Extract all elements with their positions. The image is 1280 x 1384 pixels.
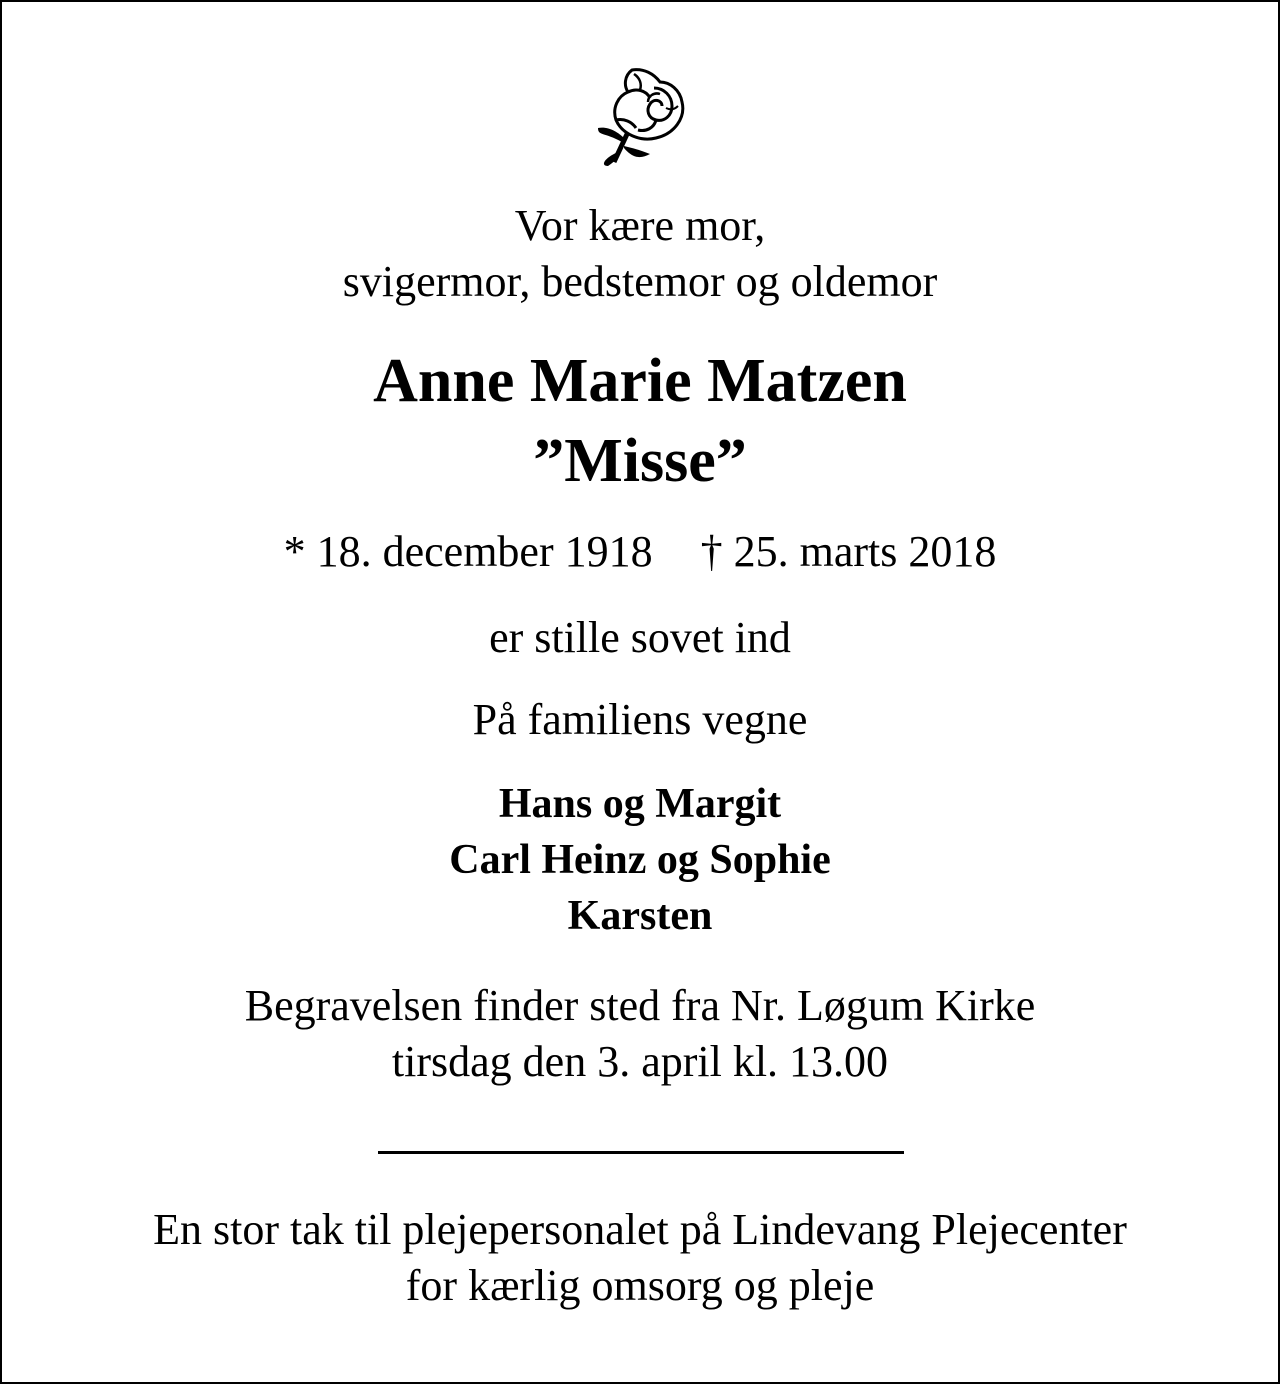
thanks-line-2: for kærlig omsorg og pleje <box>405 1261 875 1310</box>
death-date: † 25. marts 2018 <box>700 527 997 576</box>
thanks-line-1: En stor tak til plejepersonalet på Lindevang Plejecenter <box>153 1205 1127 1254</box>
family-member: Karsten <box>567 893 713 939</box>
birth-date: * 18. december 1918 <box>283 527 653 576</box>
deceased-name: Anne Marie Matzen <box>373 347 907 415</box>
deceased-nickname: ”Misse” <box>533 427 747 495</box>
family-member: Hans og Margit <box>498 781 782 827</box>
divider <box>378 1151 904 1154</box>
rose-icon <box>594 62 688 168</box>
signed-intro: På familiens vegne <box>472 695 808 744</box>
life-dates <box>0 526 1280 577</box>
intro-line-1: Vor kære mor, <box>514 201 766 250</box>
funeral-line-2: tirsdag den 3. april kl. 13.00 <box>391 1037 889 1086</box>
funeral-line-1: Begravelsen finder sted fra Nr. Løgum Kirke <box>244 981 1036 1030</box>
family-member: Carl Heinz og Sophie <box>449 837 831 883</box>
intro-line-2: svigermor, bedstemor og oldemor <box>342 257 938 306</box>
passed-text: er stille sovet ind <box>489 613 791 662</box>
